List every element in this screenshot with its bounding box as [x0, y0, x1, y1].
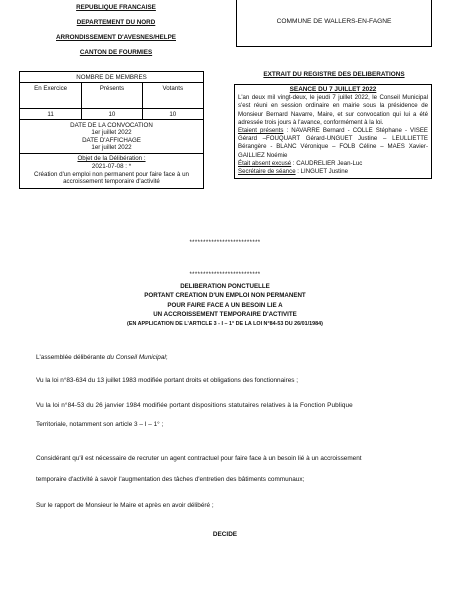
decide-heading: DECIDE — [212, 531, 238, 538]
absent-line — [238, 160, 428, 168]
p1-end: ; — [165, 354, 168, 361]
presents-line — [238, 127, 428, 160]
header-departement: DEPARTEMENT DU NORD — [76, 19, 156, 26]
col-presents: Présents — [82, 83, 142, 108]
extrait-title: EXTRAIT DU REGISTRE DES DELIBERATIONS — [263, 71, 405, 78]
secretaire-text: : LINGUET Justine — [295, 168, 348, 176]
convocation-label: DATE DE LA CONVOCATION — [70, 121, 153, 129]
delib-line-3: POUR FAIRE FACE A UN BESOIN LIE A — [167, 301, 283, 309]
paragraph-loi-84-a: Vu la loi n°84-53 du 26 janvier 1984 modifiée portant dispositions statutaires relatives à la Fonction Publique — [36, 402, 353, 409]
paragraph-assemblee — [36, 354, 426, 362]
header-canton: CANTON DE FOURMIES — [79, 49, 153, 56]
objet-label: Objet de la Délibération : — [77, 155, 146, 163]
objet-ref: 2021-07-08 : * — [91, 162, 132, 170]
commune-name: COMMUNE DE WALLERS-EN-FAGNE — [276, 18, 392, 25]
value-presents: 10 — [82, 109, 142, 119]
header-republique: REPUBLIQUE FRANCAISE — [76, 4, 156, 11]
convocation-date: 1er juillet 2022 — [91, 129, 132, 137]
col-en-exercice: En Exercice — [20, 83, 82, 108]
paragraph-loi-84-b: Territoriale, notamment son article 3 – I – 1° ; — [36, 421, 164, 428]
absent-label: Était absent excusé — [238, 159, 292, 167]
delib-line-4: UN ACCROISSEMENT TEMPORAIRE D'ACTIVITE — [153, 311, 297, 319]
objet-block — [20, 154, 203, 187]
value-votants: 10 — [169, 110, 177, 118]
value-en-exercice: 11 — [20, 109, 82, 119]
delib-line-1: DELIBERATION PONCTUELLE — [180, 283, 270, 290]
paragraph-rapport: Sur le rapport de Monsieur le Maire et après en avoir délibéré ; — [36, 502, 214, 509]
secretaire-label: Secrétaire de séance — [238, 168, 296, 176]
members-title: NOMBRE DE MEMBRES — [76, 73, 147, 81]
presents-label: Etaient présents — [238, 127, 284, 135]
seance-box — [234, 84, 432, 179]
commune-box — [236, 0, 432, 47]
paragraph-loi-83: Vu la loi n°83-634 du 13 juillet 1983 modifiée portant droits et obligations des fonctionnaires ; — [36, 377, 299, 384]
delib-line-5: (EN APPLICATION DE L'ARTICLE 3 - I – 1° DE LA LOI N°84-53 DU 26/01/1984) — [127, 320, 323, 327]
seance-title: SEANCE DU 7 JUILLET 2022 — [289, 86, 377, 93]
members-table — [19, 71, 204, 189]
stars-separator-2: ************************** — [189, 272, 261, 278]
paragraph-considerant-b: temporaire d'activité à savoir l'augmentation des tâches d'entretien des bâtiments communaux; — [36, 476, 305, 483]
absent-text: : CAUDRELIER Jean-Luc — [291, 159, 363, 167]
affichage-label: DATE D'AFFICHAGE — [82, 136, 141, 144]
delib-line-2: PORTANT CREATION D'UN EMPLOI NON PERMANENT — [144, 292, 306, 300]
affichage-date: 1er juillet 2022 — [91, 144, 132, 152]
convocation-block — [20, 120, 203, 153]
p1-start: L'assemblée délibérante — [36, 354, 107, 361]
paragraph-considerant-a: Considérant qu'il est nécessaire de recruter un agent contractuel pour faire face à un besoin lié à un accroissement — [36, 455, 362, 462]
secretaire-line — [238, 168, 428, 176]
deliberation-title — [0, 282, 450, 329]
seance-intro: L'an deux mil vingt-deux, le jeudi 7 juillet 2022, le Conseil Municipal s'est réuni en session ordinaire en mairie sous la présidence de Monsieur Bernard Navarre, Maire, et sur convocation qui lui a été adressée trois jours à l'avance, conformément à la loi. — [238, 94, 428, 126]
header-arrondissement: ARRONDISSEMENT D'AVESNES/HELPE — [56, 34, 176, 41]
p1-italic: du Conseil Municipal — [106, 354, 166, 361]
col-votants: Votants — [162, 84, 184, 92]
presents-text: : NAVARRE Bernard - COLLE Stéphane - VISEE Gérard –FOUQUART Gérard-UNGUET Justine – LEULLIETTE Bérangère - BLANC Véronique – FOLB Céline – MAES Xavier-GAILLIEZ Noémie — [238, 127, 428, 159]
objet-text: Création d'un emploi non permanent pour faire face à un accroissement temporaire d'activité — [34, 170, 189, 186]
stars-separator-1: ************************** — [189, 240, 261, 246]
